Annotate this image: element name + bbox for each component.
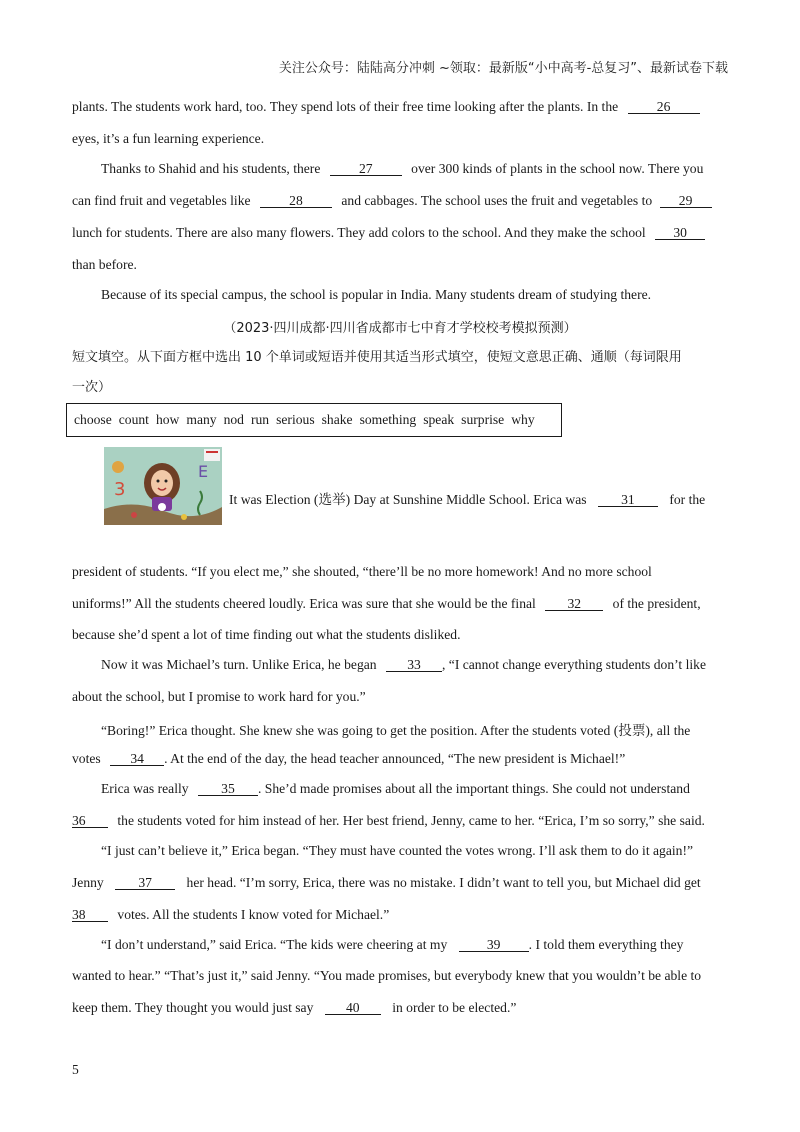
text-segment: votes. All the students I know voted for Michael.”	[117, 907, 390, 922]
word-bank-item: something	[359, 412, 417, 427]
answer-blank-28[interactable]: 28	[260, 194, 332, 208]
text-line: “Boring!” Erica thought. She knew she was going to get the position. After the students voted (投票), all the	[101, 723, 691, 738]
text-line	[72, 99, 700, 115]
answer-blank-27[interactable]: 27	[330, 162, 402, 176]
text-line: about the school, but I promise to work hard for you.”	[72, 689, 366, 704]
page-number: 5	[72, 1062, 79, 1077]
text-line	[101, 161, 703, 177]
text-line: wanted to hear.” “That’s just it,” said Jenny. “You made promises, but everybody knew that you wouldn’t be able to	[72, 968, 702, 983]
answer-blank-38[interactable]: 38	[72, 908, 108, 922]
word-bank-item: count	[118, 412, 149, 427]
text-line	[72, 596, 701, 612]
text-segment: . At the end of the day, the head teacher announced, “The new president is Michael!”	[164, 751, 626, 766]
text-line: Because of its special campus, the school is popular in India. Many students dream of studying there.	[101, 287, 652, 302]
text-line	[72, 193, 712, 209]
word-bank-item: why	[511, 412, 535, 427]
text-segment: of the president,	[612, 596, 701, 611]
text-line	[72, 875, 701, 891]
text-line	[72, 1000, 516, 1016]
word-bank-item: shake	[321, 412, 353, 427]
svg-text:3: 3	[114, 479, 126, 500]
text-segment: Now it was Michael’s turn. Unlike Erica, he began	[101, 657, 377, 672]
text-segment: in order to be elected.”	[392, 1000, 517, 1015]
answer-blank-37[interactable]: 37	[115, 876, 175, 890]
text-segment: . She’d made promises about all the important things. She could not understand	[257, 781, 690, 796]
word-bank-item: choose	[74, 412, 112, 427]
answer-blank-34[interactable]: 34	[110, 752, 164, 766]
text-line	[72, 225, 705, 241]
text-segment: the students voted for him instead of her. Her best friend, Jenny, came to her. “Erica, I’m so sorry,” she said.	[117, 813, 705, 828]
text-segment: uniforms!” All the students cheered loudly. Erica was sure that she would be the final	[72, 596, 536, 611]
text-segment: Thanks to Shahid and his students, there	[101, 161, 321, 176]
word-bank-item: many	[186, 412, 217, 427]
word-bank-box	[66, 403, 562, 437]
text-segment: keep them. They thought you would just say	[72, 1000, 314, 1015]
text-line	[72, 751, 625, 767]
answer-blank-26[interactable]: 26	[628, 100, 700, 114]
text-line	[101, 781, 690, 797]
word-bank-item: serious	[276, 412, 315, 427]
word-bank-item: how	[155, 412, 180, 427]
text-line	[72, 907, 389, 923]
text-segment: over 300 kinds of plants in the school now. There you	[411, 161, 704, 176]
text-segment: president of students. “If you elect me,” she shouted, “there’ll be no more homework! And no more school	[72, 564, 652, 579]
text-segment: It was Election (选举) Day at Sunshine Middle School. Erica was	[229, 492, 587, 507]
word-bank-item: run	[250, 412, 270, 427]
text-line	[101, 937, 683, 953]
text-segment: Jenny	[72, 875, 104, 890]
page-header: 关注公众号：陆陆高分冲刺 ~领取：最新版“小中高考-总复习”、最新试卷下载	[278, 61, 728, 76]
text-segment: . I told them everything they	[528, 937, 684, 952]
text-segment: and cabbages. The school uses the fruit and vegetables to	[341, 193, 653, 208]
instruction-text: 短文填空。从下面方框中选出 10 个单词或短语并使用其适当形式填空，使短文意思正确、通顺（每词限用	[72, 350, 682, 365]
text-segment: “I don’t understand,” said Erica. “The kids were cheering at my	[101, 937, 448, 952]
answer-blank-29[interactable]: 29	[660, 194, 712, 208]
text-line	[72, 564, 728, 580]
text-segment: plants. The students work hard, too. They spend lots of their free time looking after the plants. In the	[72, 99, 619, 114]
answer-blank-35[interactable]: 35	[198, 782, 258, 796]
text-segment: lunch for students. There are also many flowers. They add colors to the school. And they make the school	[72, 225, 646, 240]
word-bank-item: speak	[423, 412, 455, 427]
text-line	[229, 488, 705, 508]
text-line: eyes, it’s a fun learning experience.	[72, 131, 265, 146]
word-bank-item: nod	[223, 412, 244, 427]
question-source: （2023·四川成都·四川省成都市七中育才学校校考模拟预测）	[223, 321, 577, 336]
text-segment: votes	[72, 751, 101, 766]
instruction-text-cont: 一次）	[72, 380, 112, 395]
answer-blank-39[interactable]: 39	[459, 938, 529, 952]
text-line: “I just can’t believe it,” Erica began. “They must have counted the votes wrong. I’ll ask them to do it again!”	[101, 843, 694, 858]
answer-blank-30[interactable]: 30	[655, 226, 705, 240]
text-line: because she’d spent a lot of time finding out what the students disliked.	[72, 627, 461, 642]
text-segment: her head. “I’m sorry, Erica, there was no mistake. I didn’t want to tell you, but Michael did get	[186, 875, 701, 890]
answer-blank-33[interactable]: 33	[386, 658, 442, 672]
answer-blank-32[interactable]: 32	[545, 597, 603, 611]
text-segment: for the	[669, 492, 706, 507]
text-line: than before.	[72, 257, 137, 272]
text-line	[72, 813, 705, 829]
text-segment: can find fruit and vegetables like	[72, 193, 251, 208]
word-bank-item: surprise	[461, 412, 505, 427]
text-line	[101, 657, 706, 673]
answer-blank-36[interactable]: 36	[72, 814, 108, 828]
text-segment: Erica was really	[101, 781, 189, 796]
text-segment: , “I cannot change everything students don’t like	[441, 657, 706, 672]
answer-blank-40[interactable]: 40	[325, 1001, 381, 1015]
election-illustration	[104, 447, 222, 525]
answer-blank-31[interactable]: 31	[598, 493, 658, 507]
svg-text:E: E	[198, 462, 209, 481]
